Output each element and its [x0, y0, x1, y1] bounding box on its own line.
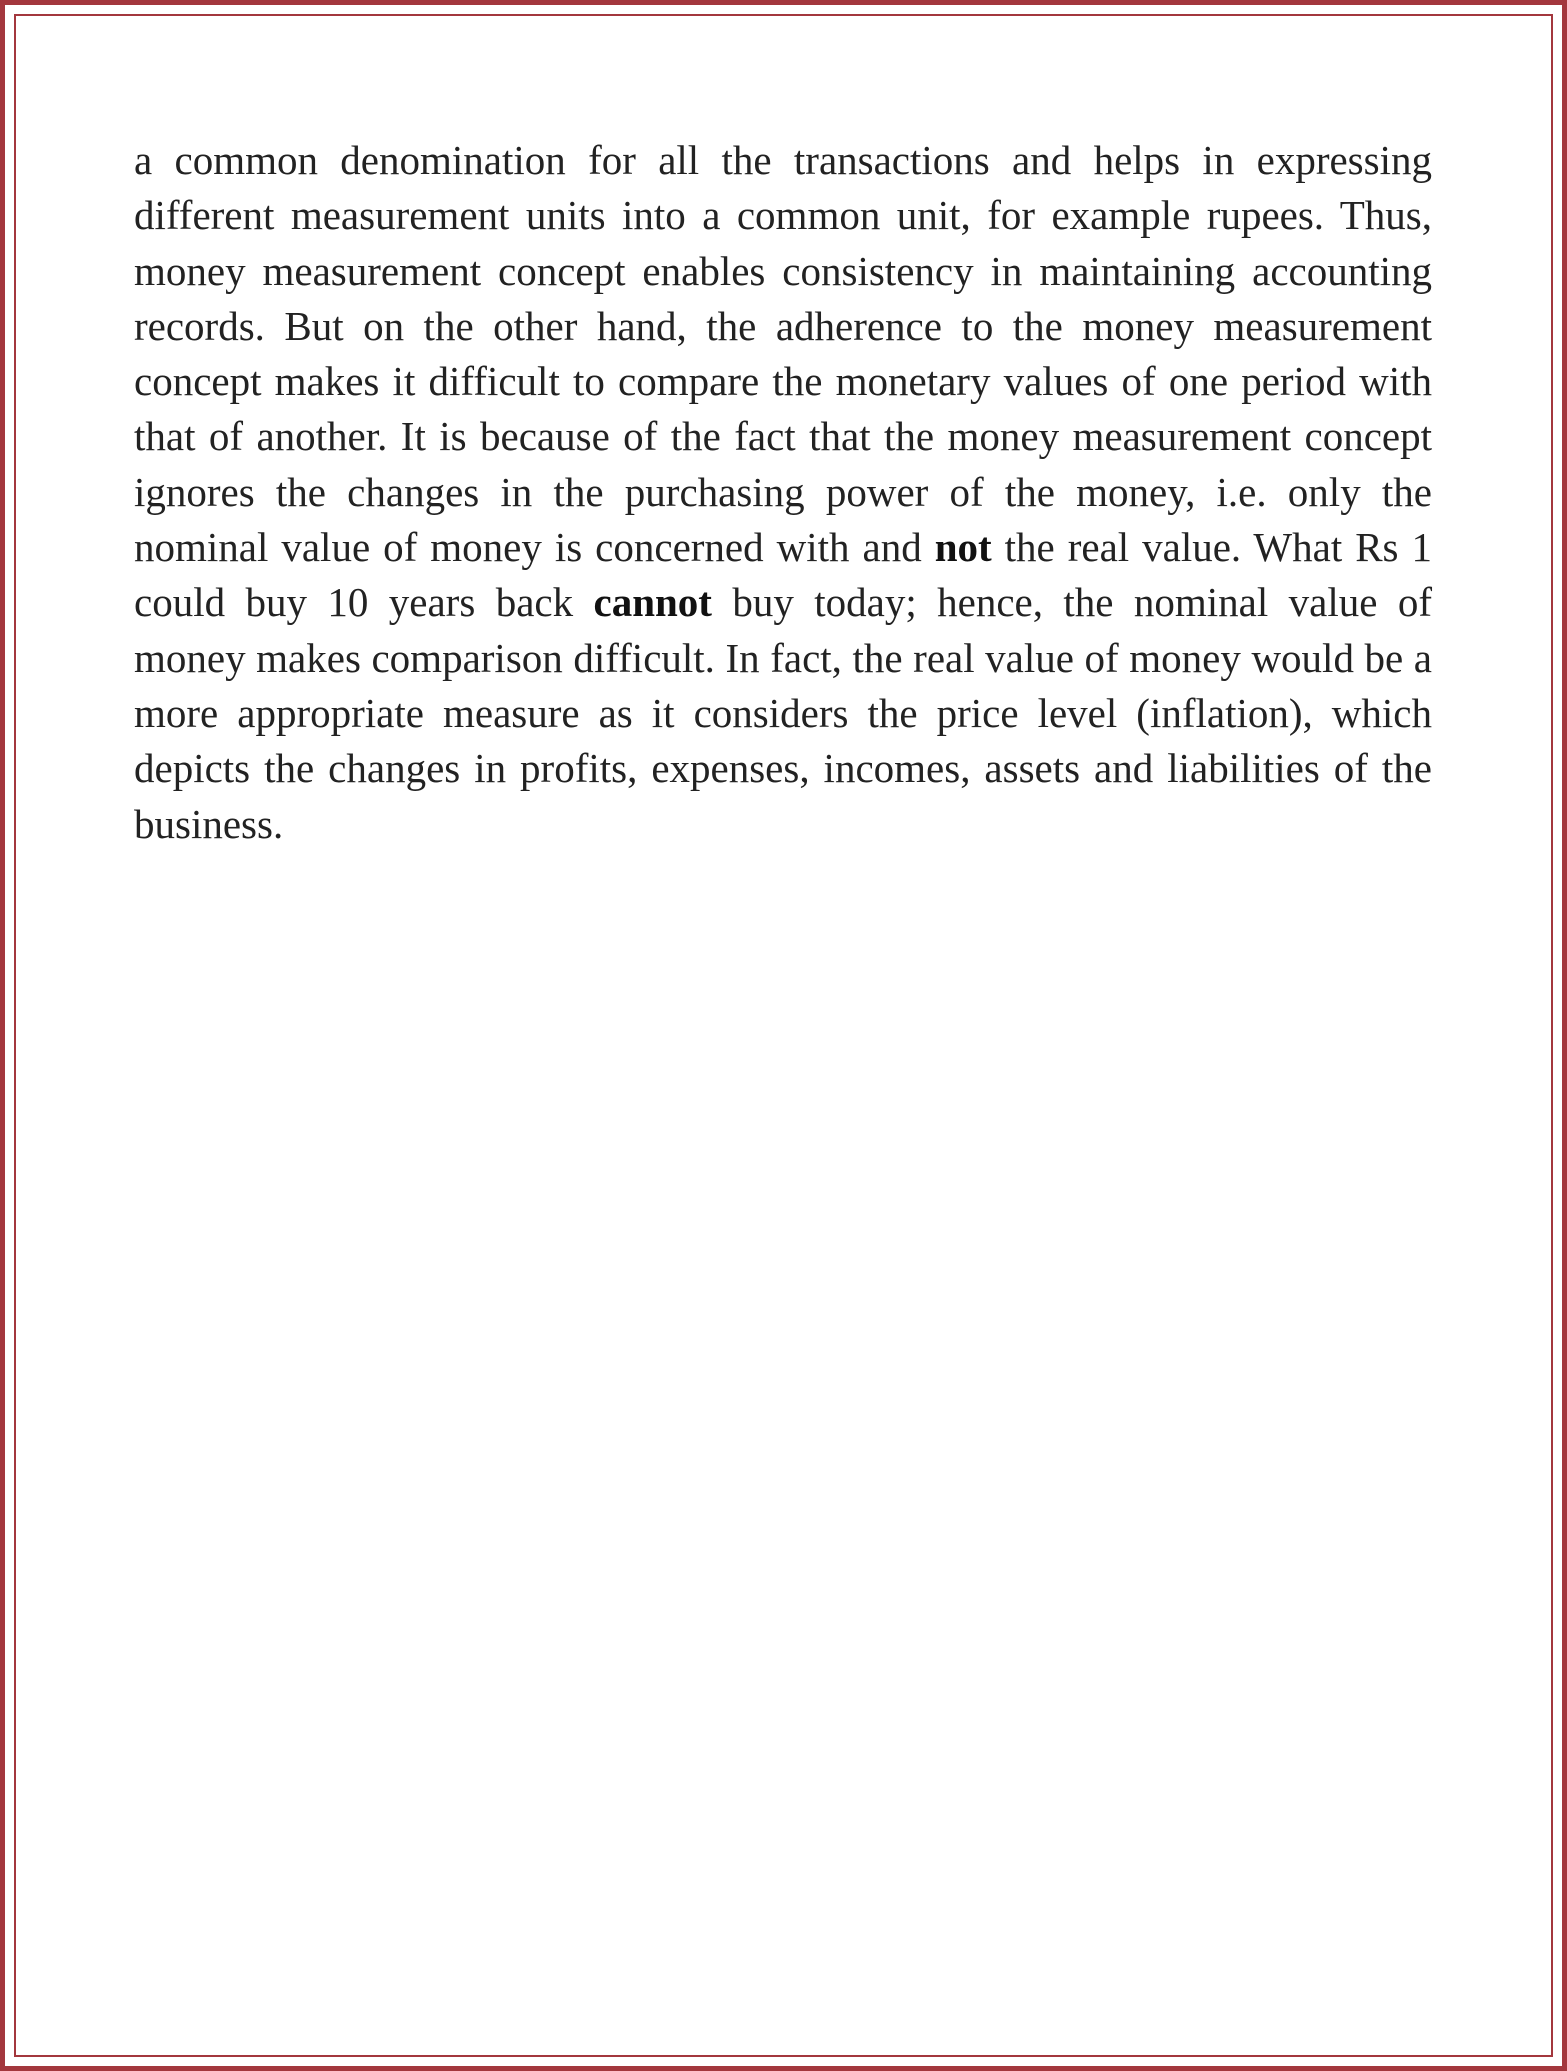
emphasis-cannot: cannot — [593, 579, 712, 626]
paragraph-text-part-1: a common denomination for all the transactions and helps in expressing different measurement units into a common unit, for example rupees. Thus, money measurement concept enables consistency in maintaining accounting records. But on the other hand, the adherence to the money measurement concept makes it difficult to compare the monetary values of one period with that of another. It is because of the fact that the money measurement concept ignores the changes in the purchasing power of the money, i.e. only the nominal value of money is concerned with and — [134, 137, 1432, 571]
paragraph-text-part-2: the real value. What Rs 1 could buy 10 years back — [134, 524, 1432, 626]
body-paragraph — [134, 133, 1432, 852]
emphasis-not: not — [934, 524, 992, 571]
paragraph-text-part-3: buy today; hence, the nominal value of money makes comparison difficult. In fact, the real value of money would be a more appropriate measure as it considers the price level (inflation), which depicts the changes in profits, expenses, incomes, assets and liabilities of the business. — [134, 579, 1432, 847]
